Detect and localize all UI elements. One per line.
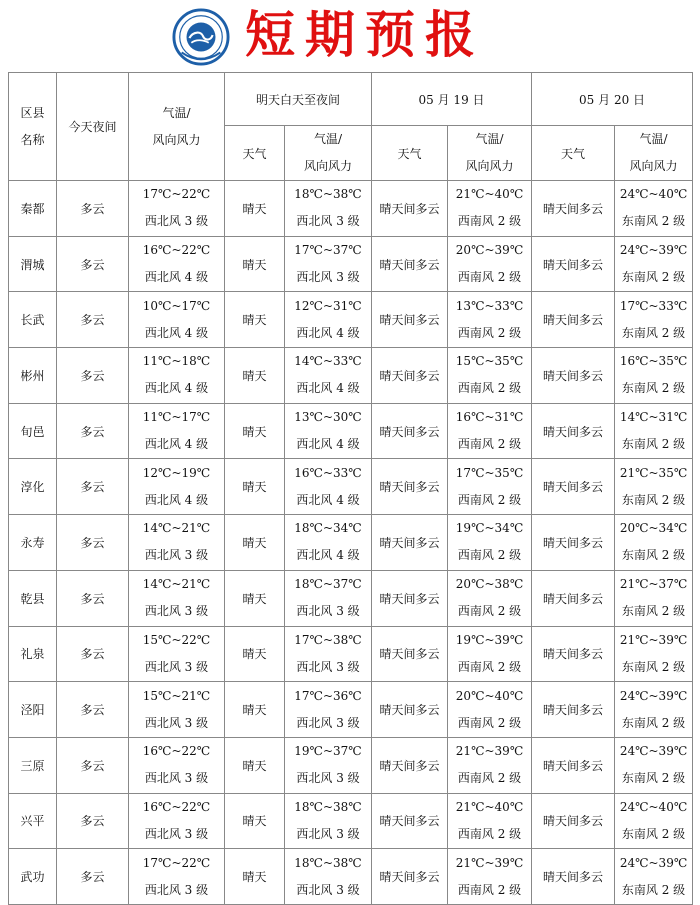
day19-temp-wind: 20℃~40℃ 西南风 2 级 [448,682,532,738]
day20-temp-wind: 21℃~39℃ 东南风 2 级 [615,626,693,682]
day19-temp-wind: 13℃~33℃ 西南风 2 级 [448,292,532,348]
day19-weather: 晴天间多云 [372,403,448,459]
tomorrow-weather: 晴天 [225,403,285,459]
tonight-weather: 多云 [57,737,129,793]
tomorrow-temp-wind: 12℃~31℃ 西北风 4 级 [285,292,372,348]
table-row [9,626,693,682]
tomorrow-weather: 晴天 [225,236,285,292]
page-header [0,0,700,70]
tomorrow-weather: 晴天 [225,737,285,793]
day19-weather: 晴天间多云 [372,348,448,404]
tomorrow-weather: 晴天 [225,570,285,626]
day20-temp-wind: 24℃~39℃ 东南风 2 级 [615,236,693,292]
day19-header: 05 月 19 日 [372,73,532,126]
tonight-weather: 多云 [57,793,129,849]
forecast-table [8,72,693,905]
day19-weather: 晴天间多云 [372,459,448,515]
day19-weather: 晴天间多云 [372,515,448,571]
day19-temp-wind: 20℃~39℃ 西南风 2 级 [448,236,532,292]
tonight-temp-wind: 14℃~21℃ 西北风 3 级 [129,570,225,626]
tomorrow-weather: 晴天 [225,626,285,682]
tonight-weather: 多云 [57,403,129,459]
tonight-temp-wind: 14℃~21℃ 西北风 3 级 [129,515,225,571]
tonight-temp-wind: 16℃~22℃ 西北风 3 级 [129,793,225,849]
tonight-temp-wind: 17℃~22℃ 西北风 3 级 [129,849,225,905]
table-row [9,292,693,348]
table-row [9,348,693,404]
day20-temp-wind: 20℃~34℃ 东南风 2 级 [615,515,693,571]
day20-weather: 晴天间多云 [532,515,615,571]
day20-weather: 晴天间多云 [532,403,615,459]
tomorrow-temp-wind: 18℃~37℃ 西北风 3 级 [285,570,372,626]
tomorrow-weather: 晴天 [225,292,285,348]
day19-weather: 晴天间多云 [372,570,448,626]
tomorrow-temp-wind: 18℃~38℃ 西北风 3 级 [285,849,372,905]
day20-temp-wind: 24℃~40℃ 东南风 2 级 [615,793,693,849]
tomorrow-temp-wind: 14℃~33℃ 西北风 4 级 [285,348,372,404]
tonight-weather: 多云 [57,570,129,626]
day20-weather: 晴天间多云 [532,737,615,793]
tomorrow-temp-wind: 17℃~36℃ 西北风 3 级 [285,682,372,738]
tomorrow-weather: 晴天 [225,849,285,905]
district-name: 秦都 [9,181,57,237]
tonight-weather: 多云 [57,236,129,292]
day20-header: 05 月 20 日 [532,73,693,126]
table-row [9,849,693,905]
day20-temp-wind: 17℃~33℃ 东南风 2 级 [615,292,693,348]
tonight-temp-wind: 12℃~19℃ 西北风 4 级 [129,459,225,515]
table-row [9,570,693,626]
day20-temp-wind: 24℃~39℃ 东南风 2 级 [615,737,693,793]
day20-weather: 晴天间多云 [532,348,615,404]
day20-weather: 晴天间多云 [532,626,615,682]
tomorrow-weather: 晴天 [225,793,285,849]
day19-weather: 晴天间多云 [372,682,448,738]
day20-temp-header: 气温/ 风向风力 [615,126,693,181]
district-name: 永寿 [9,515,57,571]
tonight-weather: 多云 [57,682,129,738]
tomorrow-header: 明天白天至夜间 [225,73,372,126]
tomorrow-temp-wind: 17℃~38℃ 西北风 3 级 [285,626,372,682]
day19-temp-wind: 19℃~39℃ 西南风 2 级 [448,626,532,682]
day20-weather: 晴天间多云 [532,682,615,738]
tonight-temp-wind: 11℃~18℃ 西北风 4 级 [129,348,225,404]
tomorrow-temp-header: 气温/ 风向风力 [285,126,372,181]
day19-weather: 晴天间多云 [372,181,448,237]
tomorrow-weather: 晴天 [225,348,285,404]
tomorrow-weather-header: 天气 [225,126,285,181]
day20-weather: 晴天间多云 [532,181,615,237]
tonight-temp-wind: 10℃~17℃ 西北风 4 级 [129,292,225,348]
district-header: 区县 名称 [9,73,57,181]
tomorrow-weather: 晴天 [225,682,285,738]
day19-temp-wind: 17℃~35℃ 西南风 2 级 [448,459,532,515]
district-name: 长武 [9,292,57,348]
tomorrow-temp-wind: 16℃~33℃ 西北风 4 级 [285,459,372,515]
day20-temp-wind: 24℃~40℃ 东南风 2 级 [615,181,693,237]
tonight-temp-wind: 16℃~22℃ 西北风 3 级 [129,737,225,793]
district-name: 旬邑 [9,403,57,459]
tonight-header: 今天夜间 [57,73,129,181]
day19-weather: 晴天间多云 [372,737,448,793]
day20-weather: 晴天间多云 [532,849,615,905]
tonight-weather: 多云 [57,348,129,404]
table-row [9,793,693,849]
tonight-weather: 多云 [57,515,129,571]
district-name: 武功 [9,849,57,905]
district-name: 礼泉 [9,626,57,682]
day19-temp-wind: 21℃~40℃ 西南风 2 级 [448,793,532,849]
tonight-weather: 多云 [57,626,129,682]
day20-temp-wind: 21℃~35℃ 东南风 2 级 [615,459,693,515]
table-row [9,515,693,571]
table-row [9,236,693,292]
tonight-weather: 多云 [57,459,129,515]
day20-weather: 晴天间多云 [532,292,615,348]
tomorrow-temp-wind: 19℃~37℃ 西北风 3 级 [285,737,372,793]
day20-temp-wind: 24℃~39℃ 东南风 2 级 [615,682,693,738]
day19-temp-wind: 21℃~40℃ 西南风 2 级 [448,181,532,237]
tomorrow-temp-wind: 13℃~30℃ 西北风 4 级 [285,403,372,459]
tomorrow-temp-wind: 17℃~37℃ 西北风 3 级 [285,236,372,292]
district-name: 兴平 [9,793,57,849]
tonight-weather: 多云 [57,181,129,237]
day19-temp-wind: 15℃~35℃ 西南风 2 级 [448,348,532,404]
tonight-weather: 多云 [57,849,129,905]
district-name: 三原 [9,737,57,793]
tonight-temp-wind: 17℃~22℃ 西北风 3 级 [129,181,225,237]
tonight-weather: 多云 [57,292,129,348]
district-name: 渭城 [9,236,57,292]
day19-weather: 晴天间多云 [372,292,448,348]
day20-weather: 晴天间多云 [532,459,615,515]
tomorrow-temp-wind: 18℃~38℃ 西北风 3 级 [285,793,372,849]
day19-weather: 晴天间多云 [372,626,448,682]
tonight-temp-wind: 16℃~22℃ 西北风 4 级 [129,236,225,292]
day19-temp-wind: 21℃~39℃ 西南风 2 级 [448,737,532,793]
day19-weather-header: 天气 [372,126,448,181]
day19-temp-wind: 16℃~31℃ 西南风 2 级 [448,403,532,459]
meteorological-administration-logo-icon [172,8,230,66]
district-name: 泾阳 [9,682,57,738]
day20-weather: 晴天间多云 [532,793,615,849]
table-row [9,181,693,237]
day20-weather-header: 天气 [532,126,615,181]
day19-temp-header: 气温/ 风向风力 [448,126,532,181]
day20-temp-wind: 14℃~31℃ 东南风 2 级 [615,403,693,459]
day20-temp-wind: 16℃~35℃ 东南风 2 级 [615,348,693,404]
table-row [9,737,693,793]
day19-temp-wind: 21℃~39℃ 西南风 2 级 [448,849,532,905]
tonight-temp-wind: 15℃~21℃ 西北风 3 级 [129,682,225,738]
tomorrow-weather: 晴天 [225,459,285,515]
table-row [9,459,693,515]
tomorrow-weather: 晴天 [225,181,285,237]
table-row [9,682,693,738]
day19-temp-wind: 20℃~38℃ 西南风 2 级 [448,570,532,626]
tonight-temp-wind: 15℃~22℃ 西北风 3 级 [129,626,225,682]
page-title: 短期预报 [245,6,485,64]
day20-weather: 晴天间多云 [532,570,615,626]
tonight-temp-wind: 11℃~17℃ 西北风 4 级 [129,403,225,459]
district-name: 淳化 [9,459,57,515]
day20-temp-wind: 21℃~37℃ 东南风 2 级 [615,570,693,626]
day19-temp-wind: 19℃~34℃ 西南风 2 级 [448,515,532,571]
day19-weather: 晴天间多云 [372,849,448,905]
day20-temp-wind: 24℃~39℃ 东南风 2 级 [615,849,693,905]
table-row [9,403,693,459]
tonight-temp-header: 气温/ 风向风力 [129,73,225,181]
tomorrow-temp-wind: 18℃~38℃ 西北风 3 级 [285,181,372,237]
tomorrow-temp-wind: 18℃~34℃ 西北风 4 级 [285,515,372,571]
day19-weather: 晴天间多云 [372,236,448,292]
district-name: 彬州 [9,348,57,404]
tomorrow-weather: 晴天 [225,515,285,571]
day20-weather: 晴天间多云 [532,236,615,292]
district-name: 乾县 [9,570,57,626]
day19-weather: 晴天间多云 [372,793,448,849]
